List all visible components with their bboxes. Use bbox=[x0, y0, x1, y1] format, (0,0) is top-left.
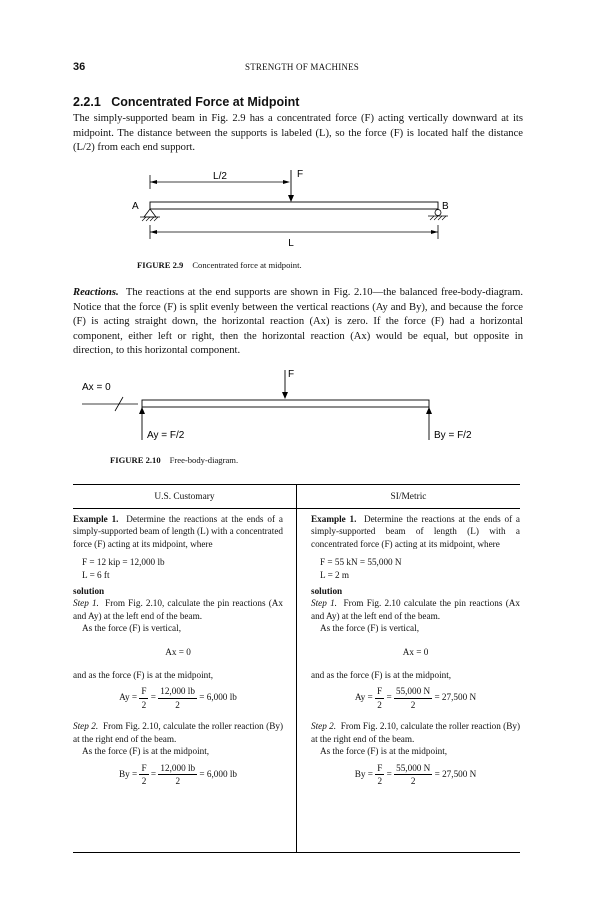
step2: Step 2. From Fig. 2.10, calculate the roller reaction (By) at the right end of the beam. bbox=[311, 721, 521, 744]
label-length: L bbox=[288, 238, 294, 249]
fbd-label-force: F bbox=[288, 369, 295, 380]
label-support-a: A bbox=[132, 201, 139, 212]
fbd-by-arrowhead bbox=[426, 407, 432, 414]
table-header-rule bbox=[73, 508, 520, 509]
running-head: STRENGTH OF MACHINES bbox=[245, 62, 360, 72]
pin-support bbox=[144, 209, 156, 217]
figure-2-10 bbox=[80, 362, 520, 452]
section-title: Concentrated Force at Midpoint bbox=[111, 95, 300, 109]
fbd-ay-arrowhead bbox=[139, 407, 145, 414]
caption-2-9-number: FIGURE 2.9 bbox=[137, 260, 184, 270]
reactions-paragraph bbox=[73, 286, 523, 359]
midpoint-note: and as the force (F) is at the midpoint, bbox=[73, 670, 214, 681]
column-us bbox=[73, 513, 283, 787]
intro-paragraph: The simply-supported beam in Fig. 2.9 has a concentrated force (F) acting vertically downward at its midpoint. The distance between the supports is labeled (L), so the force (F) is located half the distance (L/2) from each end support. bbox=[73, 113, 523, 154]
beam bbox=[150, 202, 438, 209]
label-support-b: B bbox=[442, 201, 449, 212]
by-equation: By = $\frac{F}{2}$ = $\frac{55,000 N}{2}$ = 27,500 N bbox=[354, 762, 477, 786]
vertical-note: As the force (F) is vertical, bbox=[82, 623, 181, 634]
header-si: SI/Metric bbox=[390, 492, 427, 502]
figure-2-9 bbox=[120, 165, 470, 265]
caption-2-10 bbox=[110, 455, 238, 465]
force-arrowhead bbox=[288, 195, 294, 202]
reactions-text: The reactions at the end supports are shown in Fig. 2.10—the balanced free-body-diagram. Notice that the force (F) is split evenly between the vertical reactions (Ay and By), and because the force (F) is acting straight down, the horizontal reaction (Ax) is zero. If the force (F) had a horizontal component, either left or right, then the horizontal reaction (Ax) would be equal, but opposite in direction, to this horizontal component. bbox=[73, 287, 524, 357]
fbd-label-ax: Ax = 0 bbox=[82, 382, 111, 393]
ax-equation: Ax = 0 bbox=[165, 646, 191, 657]
step1: Step 1. From Fig. 2.10, calculate the pin reactions (Ax and Ay) at the left end of the beam. bbox=[73, 598, 283, 621]
table-bottom-rule bbox=[73, 852, 520, 853]
fbd-beam bbox=[142, 400, 429, 407]
dim-arrow-l-right bbox=[431, 230, 438, 234]
caption-2-9-text: Concentrated force at midpoint. bbox=[192, 260, 302, 270]
pin-hatch bbox=[142, 217, 158, 221]
caption-2-9 bbox=[137, 260, 302, 270]
dim-arrow-right bbox=[283, 180, 290, 184]
step1: Step 1. From Fig. 2.10 calculate the pin reactions (Ax and Ay) at the left end of the beam. bbox=[311, 598, 520, 621]
reactions-lead: Reactions. bbox=[73, 287, 119, 298]
vertical-note: As the force (F) is vertical, bbox=[320, 623, 419, 634]
label-force: F bbox=[297, 169, 304, 180]
by-equation: By = $\frac{F}{2}$ = $\frac{12,000 lb}{2}$ = 6,000 lb bbox=[118, 762, 237, 786]
label-half-length: L/2 bbox=[213, 171, 227, 182]
solution-label: solution bbox=[311, 586, 343, 597]
dim-arrow-l-left bbox=[150, 230, 157, 234]
midpoint-note-2: As the force (F) is at the midpoint, bbox=[82, 746, 210, 757]
ay-equation: Ay = $\frac{F}{2}$ = $\frac{12,000 lb}{2}$ = 6,000 lb bbox=[119, 686, 237, 710]
ax-equation: Ax = 0 bbox=[402, 646, 429, 657]
caption-2-10-text: Free-body-diagram. bbox=[169, 455, 239, 465]
section-number: 2.2.1 bbox=[73, 95, 101, 109]
midpoint-note-2: As the force (F) is at the midpoint, bbox=[320, 746, 448, 757]
ay-equation: Ay = $\frac{F}{2}$ = $\frac{55,000 N}{2}$ = 27,500 N bbox=[354, 686, 477, 710]
fbd-label-by: By = F/2 bbox=[434, 430, 472, 441]
step2: Step 2. From Fig. 2.10, calculate the roller reaction (By) at the right end of the beam. bbox=[73, 721, 283, 744]
section-heading bbox=[73, 95, 299, 109]
example-paragraph: Example 1. Determine the reactions at the ends of a simply-supported beam of length (L) with a concentrated force (F) acting at its midpoint, where bbox=[311, 514, 520, 549]
given-values: F = 12 kip = 12,000 lb L = 6 ft bbox=[82, 557, 165, 580]
given-values: F = 55 kN = 55,000 N L = 2 m bbox=[320, 557, 402, 580]
header-us: U.S. Customary bbox=[154, 492, 215, 502]
solution-label: solution bbox=[73, 586, 105, 597]
example-paragraph: Example 1. Determine the reactions at the ends of a simply-supported beam of length (L) with a concentrated force (F) acting at its midpoint, where bbox=[73, 514, 283, 549]
caption-2-10-number: FIGURE 2.10 bbox=[110, 455, 161, 465]
fbd-label-ay: Ay = F/2 bbox=[147, 430, 185, 441]
dim-arrow-left bbox=[150, 180, 157, 184]
column-si bbox=[311, 513, 520, 787]
roller-support bbox=[435, 210, 441, 216]
roller-hatch bbox=[430, 216, 446, 220]
table-divider bbox=[296, 484, 297, 852]
midpoint-note: and as the force (F) is at the midpoint, bbox=[311, 670, 452, 681]
fbd-force-arrowhead bbox=[282, 392, 288, 399]
page-number: 36 bbox=[73, 61, 86, 73]
